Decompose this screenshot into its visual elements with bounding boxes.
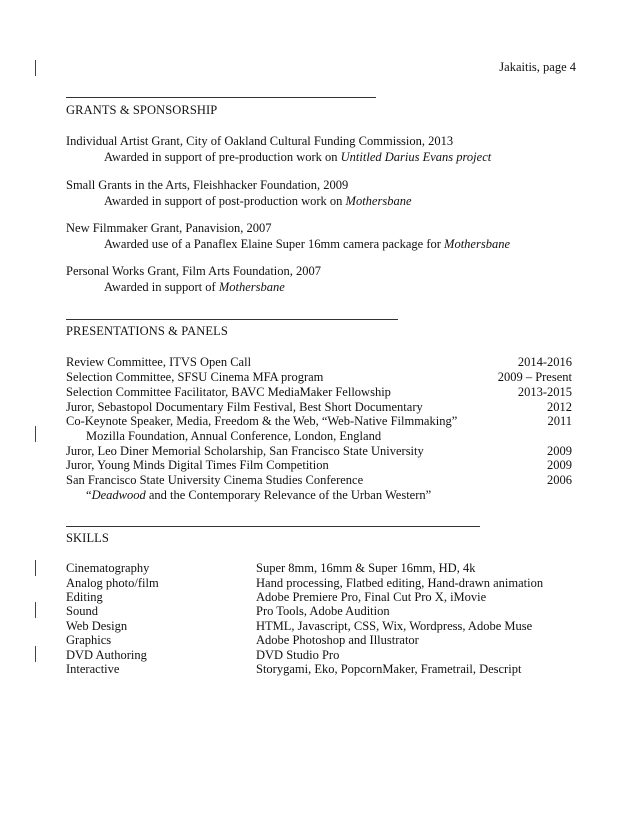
skill-label: Analog photo/film [66,576,159,590]
presentation-item: Co-Keynote Speaker, Media, Freedom & the Web, “Web-Native Filmmaking” [66,414,458,428]
grant-detail: Awarded in support of pre-production work on Untitled Darius Evans project [104,150,492,164]
presentation-year: 2014-2016 [517,355,572,369]
section-title-grants: GRANTS & SPONSORSHIP [66,103,218,117]
presentation-year: 2009 – Present [497,370,572,384]
skill-value: Adobe Premiere Pro, Final Cut Pro X, iMovie [256,590,487,604]
section-title-presentations: PRESENTATIONS & PANELS [66,324,228,338]
grant-name: Personal Works Grant, Film Arts Foundation, 2007 [66,264,322,278]
skill-label: Editing [66,590,103,604]
presentation-year: 2006 [547,473,572,487]
skill-label: DVD Authoring [66,648,147,662]
grant-detail: Awarded in support of Mothersbane [104,280,285,294]
skill-label: Graphics [66,633,112,647]
skill-value: DVD Studio Pro [256,648,340,662]
change-bar [35,560,36,576]
presentation-year: 2009 [547,444,572,458]
page-header: Jakaitis, page 4 [499,60,576,74]
presentation-year: 2009 [547,458,572,472]
skill-value: HTML, Javascript, CSS, Wix, Wordpress, Adobe Muse [256,619,533,633]
grant-name: New Filmmaker Grant, Panavision, 2007 [66,221,272,235]
section-rule [66,97,376,98]
presentation-year: 2012 [547,400,572,414]
skill-value: Adobe Photoshop and Illustrator [256,633,419,647]
skill-label: Sound [66,604,98,618]
change-bar [35,646,36,662]
presentation-item: Review Committee, ITVS Open Call [66,355,252,369]
skill-value: Pro Tools, Adobe Audition [256,604,390,618]
skill-label: Cinematography [66,561,150,575]
change-bar [35,60,36,76]
presentation-year: 2013-2015 [517,385,572,399]
grant-detail: Awarded in support of post-production work on Mothersbane [104,194,412,208]
section-rule [66,526,480,527]
presentation-item: Juror, Young Minds Digital Times Film Competition [66,458,329,472]
skill-value: Super 8mm, 16mm & Super 16mm, HD, 4k [256,561,476,575]
presentation-item-detail: Mozilla Foundation, Annual Conference, London, England [86,429,382,443]
section-rule [66,319,398,320]
skill-value: Storygami, Eko, PopcornMaker, Frametrail, Descript [256,662,522,676]
presentation-item: Selection Committee, SFSU Cinema MFA program [66,370,324,384]
presentation-item: San Francisco State University Cinema Studies Conference [66,473,364,487]
presentation-year: 2011 [547,414,572,428]
change-bar [35,602,36,618]
grant-detail: Awarded use of a Panaflex Elaine Super 16mm camera package for Mothersbane [104,237,510,251]
section-title-skills: SKILLS [66,531,109,545]
presentation-item-detail: “Deadwood and the Contemporary Relevance of the Urban Western” [86,488,432,502]
presentation-item: Juror, Sebastopol Documentary Film Festival, Best Short Documentary [66,400,423,414]
skill-label: Web Design [66,619,128,633]
presentation-item: Juror, Leo Diner Memorial Scholarship, San Francisco State University [66,444,424,458]
presentation-item: Selection Committee Facilitator, BAVC MediaMaker Fellowship [66,385,391,399]
grant-name: Small Grants in the Arts, Fleishhacker Foundation, 2009 [66,178,349,192]
change-bar [35,426,36,442]
skill-label: Interactive [66,662,120,676]
skill-value: Hand processing, Flatbed editing, Hand-drawn animation [256,576,544,590]
grant-name: Individual Artist Grant, City of Oakland Cultural Funding Commission, 2013 [66,134,454,148]
